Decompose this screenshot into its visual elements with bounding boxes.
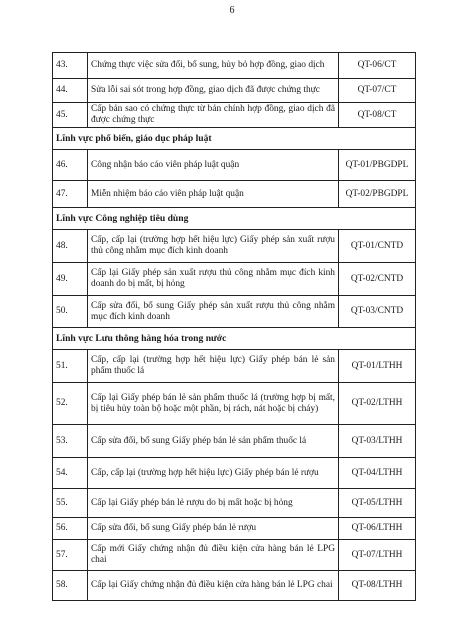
table-row	[53, 425, 416, 458]
procedure-code: QT-02/CNTD	[339, 263, 416, 296]
table-row	[53, 79, 416, 103]
table-row	[53, 458, 416, 489]
row-number: 58.	[53, 571, 88, 601]
section-heading: Lĩnh vực Lưu thông hàng hóa trong nước	[53, 328, 416, 350]
procedure-name: Công nhận báo cáo viên pháp luật quận	[88, 150, 339, 181]
table-row	[53, 263, 416, 296]
table-row	[53, 53, 416, 79]
procedure-table-body	[53, 53, 416, 601]
procedure-name: Sửa lỗi sai sót trong hợp đồng, giao dịch đã được chứng thực	[88, 79, 339, 103]
row-number: 55.	[53, 489, 88, 518]
row-number: 46.	[53, 150, 88, 181]
procedure-code: QT-03/CNTD	[339, 296, 416, 328]
table-row	[53, 296, 416, 328]
procedure-name: Cấp, cấp lại (trường hợp hết hiệu lực) Giấy phép bán lẻ rượu	[88, 458, 339, 489]
table-row	[53, 181, 416, 208]
procedure-name: Cấp, cấp lại (trường hợp hết hiệu lực) Giấy phép bán lẻ sản phẩm thuốc lá	[88, 350, 339, 383]
row-number: 53.	[53, 425, 88, 458]
procedure-name: Cấp sửa đổi, bổ sung Giấy phép sản xuất rượu thủ công nhằm mục đích kinh doanh	[88, 296, 339, 328]
section-heading: Lĩnh vực phổ biến, giáo dục pháp luật	[53, 128, 416, 150]
procedure-code: QT-06/CT	[339, 53, 416, 79]
procedure-code: QT-07/LTHH	[339, 540, 416, 571]
procedure-code: QT-07/CT	[339, 79, 416, 103]
table-row	[53, 518, 416, 540]
table-row	[53, 540, 416, 571]
row-number: 52.	[53, 383, 88, 425]
procedure-code: QT-05/LTHH	[339, 489, 416, 518]
procedure-name: Cấp lại Giấy phép bán lẻ sản phẩm thuốc lá (trường hợp bị mất, bị tiêu hủy toàn bộ hoặc một phần, bị rách, nát hoặc bị cháy)	[88, 383, 339, 425]
procedure-code: QT-02/LTHH	[339, 383, 416, 425]
procedure-code: QT-01/PBGDPL	[339, 150, 416, 181]
procedure-name: Miễn nhiệm báo cáo viên pháp luật quận	[88, 181, 339, 208]
procedure-name: Cấp lại Giấy phép bán lẻ rượu do bị mất hoặc bị hỏng	[88, 489, 339, 518]
row-number: 45.	[53, 103, 88, 128]
procedure-code: QT-02/PBGDPL	[339, 181, 416, 208]
procedure-code: QT-04/LTHH	[339, 458, 416, 489]
procedure-name: Cấp mới Giấy chứng nhận đủ điều kiện cửa hàng bán lẻ LPG chai	[88, 540, 339, 571]
row-number: 57.	[53, 540, 88, 571]
table-row	[53, 150, 416, 181]
procedure-name: Cấp, cấp lại (trường hợp hết hiệu lực) Giấy phép sản xuất rượu thủ công nhằm mục đích kinh doanh	[88, 230, 339, 263]
row-number: 49.	[53, 263, 88, 296]
table-row	[53, 383, 416, 425]
procedure-code: QT-03/LTHH	[339, 425, 416, 458]
table-row	[53, 571, 416, 601]
row-number: 54.	[53, 458, 88, 489]
procedure-code: QT-06/LTHH	[339, 518, 416, 540]
procedure-name: Cấp lại Giấy chứng nhận đủ điều kiện cửa hàng bán lẻ LPG chai	[88, 571, 339, 601]
table-row	[53, 489, 416, 518]
row-number: 50.	[53, 296, 88, 328]
table-row	[53, 230, 416, 263]
section-heading: Lĩnh vực Công nghiệp tiêu dùng	[53, 208, 416, 230]
table-row	[53, 350, 416, 383]
section-row	[53, 328, 416, 350]
row-number: 47.	[53, 181, 88, 208]
procedure-name: Cấp bản sao có chứng thực từ bản chính hợp đồng, giao dịch đã được chứng thực	[88, 103, 339, 128]
procedure-code: QT-08/CT	[339, 103, 416, 128]
section-row	[53, 208, 416, 230]
procedure-name: Chứng thực việc sửa đổi, bổ sung, hủy bỏ hợp đồng, giao dịch	[88, 53, 339, 79]
row-number: 56.	[53, 518, 88, 540]
row-number: 51.	[53, 350, 88, 383]
table-row	[53, 103, 416, 128]
row-number: 44.	[53, 79, 88, 103]
procedure-table	[52, 52, 416, 601]
page-number: 6	[229, 5, 235, 16]
row-number: 48.	[53, 230, 88, 263]
procedure-code: QT-01/LTHH	[339, 350, 416, 383]
procedure-code: QT-01/CNTD	[339, 230, 416, 263]
row-number: 43.	[53, 53, 88, 79]
section-row	[53, 128, 416, 150]
procedure-name: Cấp sửa đổi, bổ sung Giấy phép bán lẻ sản phẩm thuốc lá	[88, 425, 339, 458]
procedure-code: QT-08/LTHH	[339, 571, 416, 601]
procedure-name: Cấp sửa đổi, bổ sung Giấy phép bán lẻ rượu	[88, 518, 339, 540]
procedure-name: Cấp lại Giấy phép sản xuất rượu thủ công nhằm mục đích kinh doanh do bị mất, bị hỏng	[88, 263, 339, 296]
